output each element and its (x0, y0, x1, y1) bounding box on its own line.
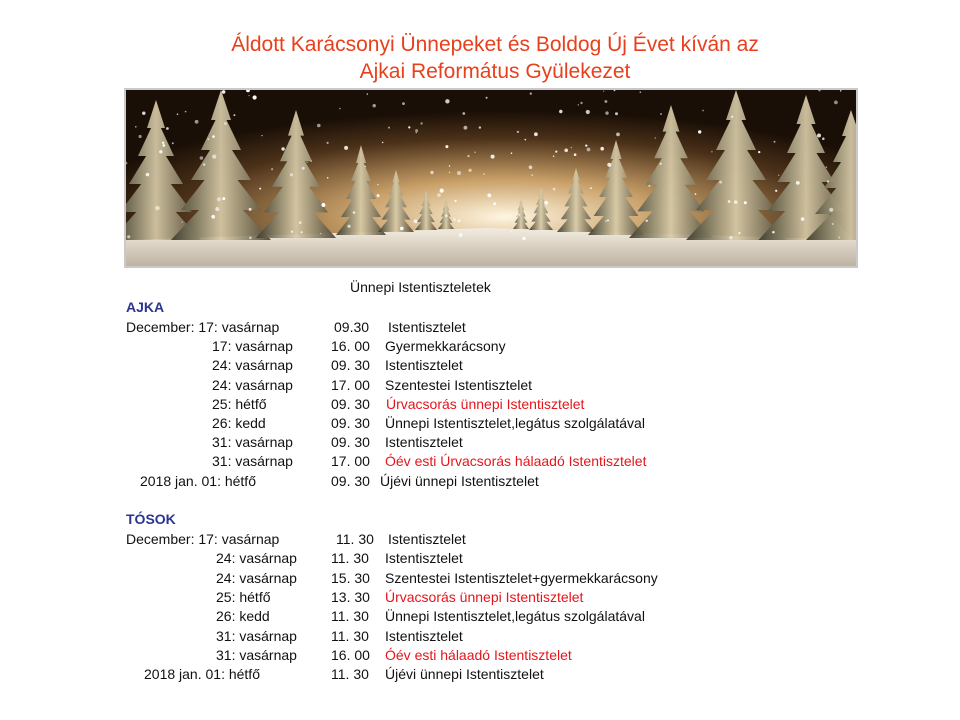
snowflake (408, 126, 410, 128)
christmas-trees-banner (124, 88, 858, 268)
snowflake (222, 197, 225, 200)
service-event: Újévi ünnepi Istentisztelet (380, 472, 539, 489)
snowflake (437, 193, 441, 197)
snowflake (530, 93, 532, 95)
snowflake (449, 172, 450, 173)
snowflake (655, 137, 656, 138)
snowflake (486, 97, 488, 99)
snowflake (734, 200, 737, 203)
snowflake (516, 213, 520, 217)
snowflake (616, 133, 620, 137)
snowflake (564, 149, 568, 153)
section-ajka-title: AJKA (126, 299, 165, 315)
section-tosok-title: TÓSOK (126, 511, 176, 527)
snowflake (607, 163, 611, 167)
snowflake (511, 231, 512, 232)
snowflake (603, 91, 604, 92)
snowflake (340, 239, 341, 240)
snowflake (373, 104, 376, 107)
snowflake (834, 101, 838, 105)
service-date: 2018 jan. 01: hétfő (144, 666, 260, 683)
snowflake (212, 155, 216, 159)
snowy-forest-image (126, 90, 856, 266)
snowflake (440, 189, 444, 193)
service-event: Istentisztelet (388, 319, 466, 335)
greeting-line-1: Áldott Karácsonyi Ünnepeket és Boldog Új Évet kíván az (231, 33, 759, 56)
snowflake (826, 167, 827, 168)
snowflake (281, 147, 284, 150)
snowflake (605, 220, 607, 222)
snowflake (590, 187, 592, 189)
snowflake (517, 131, 519, 133)
service-time: 09. 30 (331, 472, 370, 489)
snowflake (142, 112, 145, 115)
snowflake (388, 127, 390, 129)
snowflake (271, 168, 273, 170)
snowflake (155, 206, 159, 210)
snowflake (728, 200, 731, 203)
snowflake (402, 102, 405, 105)
snowflake (801, 217, 805, 221)
snowflake (468, 169, 471, 172)
service-date: 31: vasárnap (216, 627, 297, 644)
snowflake (445, 145, 448, 148)
snowflake (445, 215, 448, 218)
snowflake (615, 112, 618, 115)
service-time: 09. 30 (331, 415, 370, 431)
snowflake (382, 142, 383, 143)
snowflake (320, 233, 321, 234)
snowflake (467, 155, 469, 157)
service-time: 09. 30 (331, 395, 370, 412)
snowflake (139, 135, 142, 138)
snowflake (474, 152, 475, 153)
snowflake (253, 95, 257, 99)
snowflake (775, 190, 777, 192)
service-time: 11. 30 (336, 531, 374, 547)
snowflake (259, 188, 261, 190)
service-date: 31: vasárnap (212, 453, 293, 470)
snowflake (648, 185, 650, 187)
snowflake (522, 237, 525, 240)
snowflake (212, 135, 215, 138)
snowflake (353, 211, 356, 214)
snowflake (185, 111, 187, 113)
snowflake (758, 151, 760, 153)
snowflake (321, 203, 325, 207)
snowflake (377, 184, 378, 185)
snowflake (200, 156, 204, 160)
snowflake (310, 160, 311, 161)
snowflake (203, 163, 206, 166)
snowflake (698, 130, 701, 133)
snowflake (454, 200, 456, 202)
snowflake (580, 102, 582, 104)
snowflake (744, 201, 747, 204)
snowflake (459, 233, 463, 237)
service-time: 11. 30 (331, 666, 369, 683)
snowflake (660, 163, 662, 165)
snowflake (249, 208, 252, 211)
snowflake (163, 144, 166, 147)
service-time: 09. 30 (331, 434, 370, 451)
snowflake (215, 207, 219, 211)
snowflake (172, 142, 174, 144)
snowflake (344, 146, 348, 150)
snowflake (587, 148, 591, 152)
snowflake (127, 235, 130, 238)
service-date: 31: vasárnap (216, 646, 297, 663)
service-time: 11. 30 (331, 627, 369, 644)
snowflake (605, 111, 608, 114)
snowflake (420, 122, 422, 124)
service-event: Óév esti Úrvacsorás hálaadó Istentisztelet (385, 453, 647, 470)
snowflake (817, 134, 821, 138)
service-date: 24: vasárnap (216, 550, 297, 567)
snowflake (822, 137, 825, 140)
snowflake (177, 113, 179, 115)
snowflake (416, 132, 417, 133)
snowflake (829, 208, 833, 212)
snowflake (607, 219, 609, 221)
service-time: 17. 00 (331, 376, 370, 393)
snowflake (832, 223, 834, 225)
snowflake (483, 173, 485, 175)
snowflake (778, 175, 779, 176)
snowflake (146, 173, 149, 176)
service-date: 2018 jan. 01: hétfő (140, 472, 256, 489)
snowflake (511, 152, 513, 154)
services-heading: Ünnepi Istentiszteletek (350, 279, 491, 295)
snowflake (182, 222, 183, 223)
snowflake (479, 126, 481, 128)
snowflake (457, 171, 461, 175)
snowflake (464, 126, 468, 130)
snowflake (559, 110, 562, 113)
snowflake (445, 99, 449, 103)
snowflake (339, 108, 341, 110)
service-event: Istentisztelet (385, 627, 463, 644)
snowflake (261, 135, 262, 136)
snowflake (660, 113, 662, 115)
snowflake (838, 237, 840, 239)
snowflake (555, 151, 557, 153)
snowflake (702, 110, 704, 112)
service-event: Istentisztelet (385, 357, 463, 374)
snowflake (211, 215, 215, 219)
snowflake (347, 225, 350, 228)
service-time: 16. 00 (331, 338, 370, 355)
snowflake (731, 116, 733, 118)
snowflake (302, 167, 305, 170)
snowflake (600, 147, 604, 151)
snowflake (301, 231, 303, 233)
snowflake (605, 100, 608, 103)
snowflake (640, 91, 642, 93)
snowflake (415, 129, 418, 132)
greeting-line-2: Ajkai Református Gyülekezet (359, 60, 631, 83)
service-event: Szentestei Istentisztelet+gyermekkarácsony (385, 569, 658, 586)
snowflake (317, 124, 321, 128)
snowflake (208, 138, 210, 140)
service-date: 26: kedd (212, 415, 266, 431)
service-event: Újévi ünnepi Istentisztelet (385, 666, 544, 683)
snowflake (162, 142, 164, 144)
snowflake (487, 194, 491, 198)
snowflake (290, 173, 293, 176)
snowflake (248, 95, 249, 96)
snowflake (796, 181, 800, 185)
service-time: 15. 30 (331, 569, 370, 586)
service-date: 24: vasárnap (212, 376, 293, 393)
snowflake (840, 90, 842, 92)
snowflake (365, 166, 366, 167)
snowflake (291, 231, 293, 233)
snowflake (327, 177, 329, 179)
snowflake (327, 142, 329, 144)
snowflake (400, 227, 404, 231)
service-event: Úrvacsorás ünnepi Istentisztelet (386, 395, 585, 412)
snowflake (491, 155, 495, 159)
service-time: 13. 30 (331, 588, 370, 605)
snowflake (571, 147, 572, 148)
snowflake (574, 153, 577, 156)
snowflake (377, 194, 380, 197)
snowflake (772, 231, 774, 233)
snowflake (585, 145, 587, 147)
snowflake (166, 127, 169, 130)
service-event: Úrvacsorás ünnepi Istentisztelet (385, 588, 584, 605)
snowflake (578, 104, 579, 105)
snowflake (493, 202, 496, 205)
snowflake (729, 236, 733, 240)
snowflake (453, 218, 456, 221)
service-date: December: 17: vasárnap (126, 531, 280, 547)
snowflake (233, 114, 235, 116)
snowflake (531, 174, 533, 176)
snowflake (458, 219, 461, 222)
snowflake (367, 93, 368, 94)
snowflake (646, 220, 648, 222)
service-date: 24: vasárnap (212, 357, 293, 374)
snowflake (827, 180, 829, 182)
service-event: Ünnepi Istentisztelet,legátus szolgálatával (385, 415, 645, 431)
snowflake (135, 126, 137, 128)
snowflake (195, 120, 199, 124)
service-date: December: 17: vasárnap (126, 319, 280, 335)
snowflake (299, 221, 302, 224)
snowflake (711, 151, 712, 152)
service-date: 17: vasárnap (212, 338, 293, 355)
service-time: 11. 30 (331, 608, 369, 625)
snowflake (222, 90, 226, 94)
service-event: Istentisztelet (385, 550, 463, 567)
snowflake (430, 171, 433, 174)
snowflake (159, 150, 162, 153)
service-time: 09.30 (334, 319, 370, 335)
service-date: 31: vasárnap (212, 434, 293, 451)
service-time: 11. 30 (331, 550, 369, 567)
snowflake (553, 156, 554, 157)
service-event: Istentisztelet (388, 531, 466, 547)
service-time: 17. 00 (331, 453, 370, 470)
service-time: 09. 30 (331, 357, 370, 374)
service-event: Istentisztelet (385, 434, 463, 451)
snowflake (525, 139, 527, 141)
snowflake (462, 112, 465, 115)
snowflake (306, 162, 307, 163)
snowflake (529, 166, 533, 170)
snowflake (414, 219, 418, 223)
snowflake (544, 201, 548, 205)
service-time: 16. 00 (331, 646, 370, 663)
service-event: Óév esti hálaadó Istentisztelet (385, 646, 572, 663)
service-event: Gyermekkarácsony (385, 338, 506, 355)
snowflake (449, 165, 450, 166)
snowflake (695, 193, 697, 195)
snowflake (217, 197, 221, 201)
snowflake (224, 122, 227, 125)
service-event: Szentestei Istentisztelet (385, 376, 533, 393)
service-event: Ünnepi Istentisztelet,legátus szolgálatával (385, 608, 645, 625)
service-date: 25: hétfő (216, 588, 271, 605)
service-date: 24: vasárnap (216, 569, 297, 586)
snowflake (249, 237, 252, 240)
service-date: 26: kedd (216, 608, 270, 625)
snowflake (738, 232, 740, 234)
snowflake (774, 141, 776, 143)
snowflake (586, 110, 590, 114)
snowflake (719, 181, 722, 184)
snowflake (534, 132, 538, 136)
service-date: 25: hétfő (212, 395, 267, 412)
snowflake (553, 188, 556, 191)
